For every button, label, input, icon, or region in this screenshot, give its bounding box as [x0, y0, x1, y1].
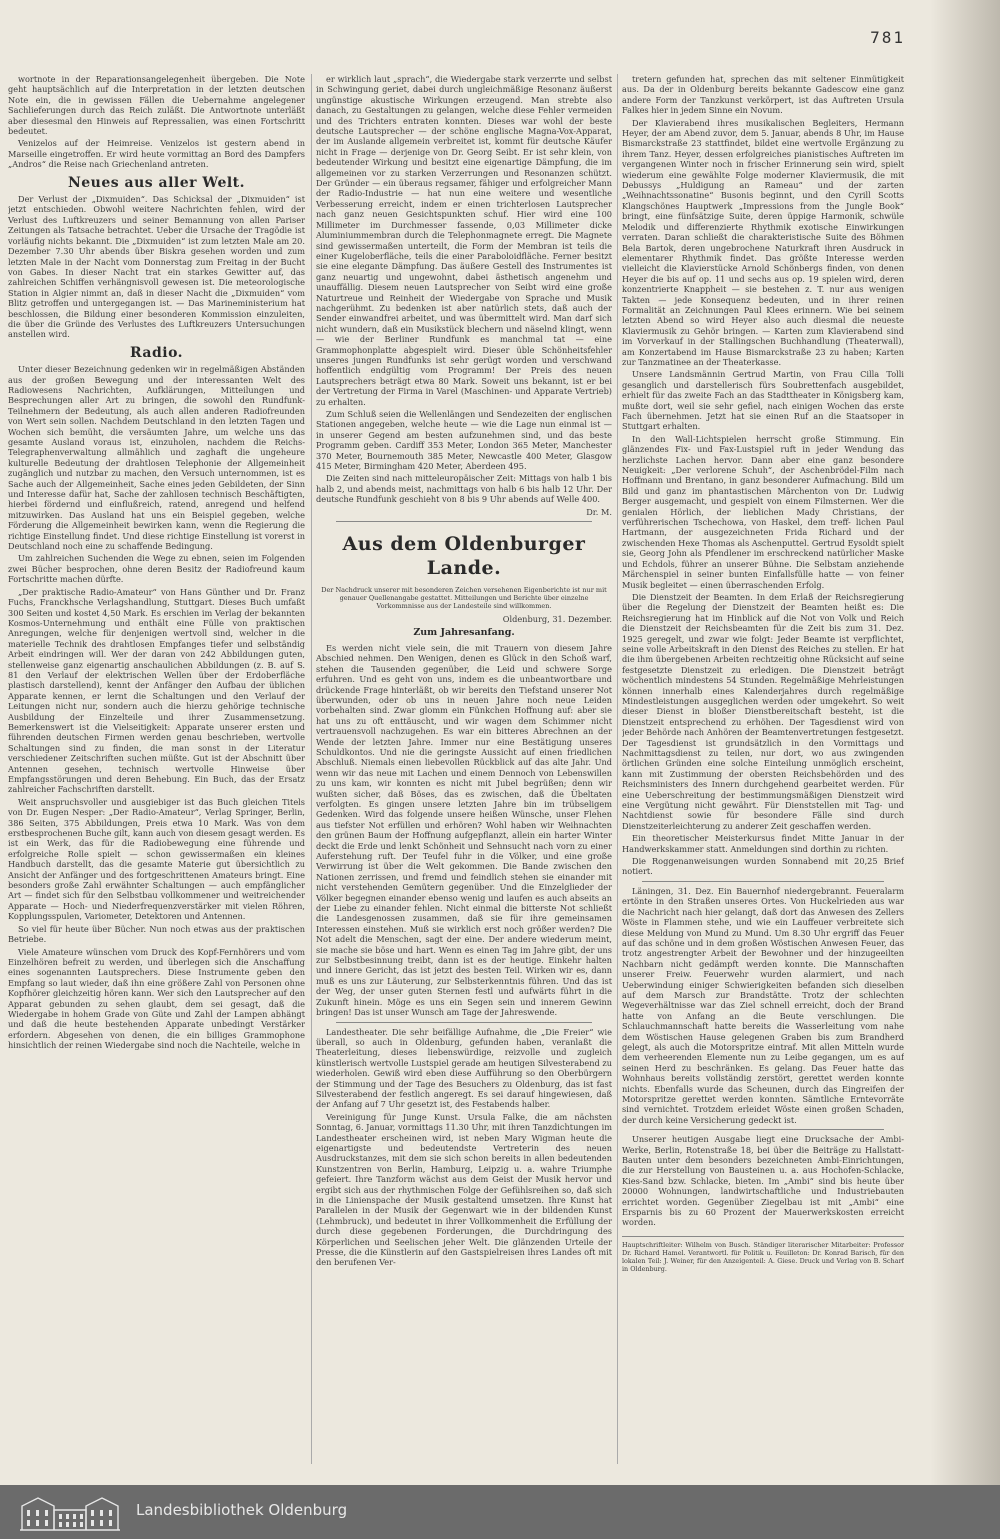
divider — [642, 1129, 884, 1130]
article-radio-practice: So viel für heute über Bücher. Nun noch etwas aus der praktischen Betriebe. — [8, 923, 305, 945]
article-jahresanfang: Es werden nicht viele sein, die mit Trauern von diesem Jahre Abschied nehmen. Den Wenigen, denen es Glück in den Schoß warf, stehen die Tausenden gegenüber, die Leid und schwere Sorge erfuhren. Und es geht von uns, indem es die unbeantwortbare und drückende Frage hinterläßt, ob wir bereits den Tiefstand unserer Not überwunden, oder ob uns in neuen Jahre noch neue Leiden vorbehalten sind. Zwar glomm ein Fünkchen Hoffnung auf: aber sie hat uns zu oft enttäuscht, und wir wagen dem Schimmer nicht vertrauensvoll nachzugehen. Es war ein bitteres Abrechnen an der Wende der letzten Jahre. Immer nur eine Bestätigung unseres Schuldkontos. Und nie die geringste Aussicht auf einen friedlichen Abschluß. Niemals einen liebevollen Rückblick auf das alte Jahr. Und wenn wir das neue mit Lachen und einem Dennoch von Lebenswillen zu uns kam, wir konnten es nicht mit Jubel begrüßen; denn wir wußten sicher, daß Böses, das es zwischen, daß die Übeltaten verfolgten. Es gingen unsere letzten Jahre bin im trübseligem Gedenken. Wird das folgende unsere heißen Wünsche, unser Flehen aus tiefster Not erfüllen und erhören? Wohl haben wir Weihnachten den grünen Baum der Hoffnung aufgepflanzt, allein ein harter Winter deckt die Erde und lenkt Schönheit und Sehnsucht nach vorn zu einer Auferstehung ruft. Der Teufel fuhr in die Völker, und eine große Verwirrung ist über die Welt gekommen. Die Bande zwischen den Nationen zerrissen, und fremd und feindlich stehen sie einander mit nicht verstehenden Gemütern gegenüber. Und die Einzelglieder der Völker begegnen einander ebenso wenig und laufen es auch abseits an der Liebe zu einander fehlen. Nicht einmal die bitterste Not schließt die Landesgenossen zusammen, daß sie für ihre gemeinsamen Interessen einstehen. Muß sie wirklich erst noch größer werden? Die Not adelt die Menschen, sagt der eine. Der andere wiederum meint, sie mache sie böse und hart. Wenn es einen Tag im Jahre gibt, der uns zur Selbstbesinnung treibt, dann ist es der heutige. Einkehr halten und innere Gericht, das ist jetzt des besten Teil. Wirken wir es, dann muß es uns zur Läuterung, zur Selbsterkenntnis führen. Und das ist der Weg, der unser guten Sternen festl und aufwärts führt in die Zukunft hinein. Möge es uns ein Segen sein und innerem Gewinn bringen! Das ist unser Wunsch am Tage der Jahreswende. — [316, 642, 612, 1018]
article-signature: Dr. M. — [586, 506, 612, 517]
library-building-logo-icon — [18, 1492, 122, 1532]
article-landestheater: Landestheater. Die sehr beifällige Aufnahme, die „Die Freier“ wie überall, so auch in Oldenburg, gefunden haben, veranlaßt die Theaterleitung, dieses liebenswürdige, reizvolle und zugleich künstlerisch wertvolle Lustspiel gerade am heutigen Silvesterabend zu wiederholen. Gewiß wird eben diese Aufführung so den Oberbürgern der Stimmung und der Tage des Besuchers zu Oldenburg, das ist fast Silvesterabend der festlich angeregt. Es sei darauf hingewiesen, daß der Anfang auf 7 Uhr gesetzt ist, des Festabends halber. — [316, 1026, 612, 1110]
section-heading-oldenburg: Aus dem Oldenburger Lande. — [342, 533, 586, 580]
footer-bar — [0, 1485, 1000, 1539]
article-reparation: wortnote in der Reparationsangelegenheit übergeben. Die Note geht hauptsächlich auf die Interpretation in der letzten deutschen Note ein, die in gewissen Fällen die Uebernahme angelegener Sachlieferungen durch das Reich zuläßt. Die Antwortnote unterläßt aber diesesmal den Hinweis auf Repressalien, was einen Fortschritt bedeutet. — [8, 74, 305, 137]
column-divider — [311, 74, 312, 1464]
page-edge-shadow — [930, 0, 1000, 1485]
article-junge-kunst: Vereinigung für Junge Kunst. Ursula Falke, die am nächsten Sonntag, 6. Januar, vormittags 11.30 Uhr, mit ihren Tanzdichtungen im Landestheater erscheinen wird, ist neben Mary Wigman heute die eigenartigste und bedeutendste Vertreterin des neuen Ausdruckstanzes, mit dem sie sich schon bereits in allen bedeutenden Kunstzentren von Berlin, Hamburg, Leipzig u. a. wahre Triumphe gefeiert. Ihre Tanzform wächst aus dem Geist der Musik hervor und ergibt sich aus der rhythmischen Folge der Gefühlsreihen so, daß sich in die Linienspache der Musik gestaltend umsetzen. Ihre Kunst hat Parallelen in der Musik der Gegenwart wie in der bildenden Kunst (Lehmbruck), und bedeutet in ihrer Vollkommenheit die Erfüllung der durch diese gegebenen Forderungen, die Durchdringung des Körperlichen und Seelischen jeher Welt. Die glänzenden Urteile der Presse, die die Künstlerin auf den Gastspielreisen ihres Landes oft mit den berufenen Ver- — [316, 1111, 612, 1268]
article-radio-intro: Unter dieser Bezeichnung gedenken wir in regelmäßigen Abständen aus der großen Bewegung und der interessanten Welt des Radiowesens Nachrichten, Aufklärungen, Mitteilungen und Besprechungen aller Art zu bringen, die sowohl den Rundfunk-Teilnehmern der Bedeutung, als auch allen anderen Radiofreunden von Wert sein sollen. Nachdem Deutschland in den letzten Tagen und Wochen sich bemüht, die versäumten Jahre, um welche uns das gesamte Ausland voraus ist, einzuholen, nachdem die Reichs-Telegraphenverwaltung allmählich und zaghaft die ungeheure kulturelle Bedeutung der drahtlosen Telephonie der Allgemeinheit zugänglich und nutzbar zu machen, den Versuch unternommen, ist es Sache auch der Allgemeinheit, Sache eines jeden Gebildeten, der Sinn und Interesse dafür hat, Sache der zahllosen technisch Beschäftigten, hierbei fördernd und einflußreich, ratend, anregend und helfend mitzuwirken. Das Ausland hat uns ein Beispiel gegeben, welche Förderung die Allgemeinheit bewirken kann, wenn die Regierung die richtige Einstellung findet. Und diese richtige Einstellung ist vorerst in Deutschland noch eine zu schaffende Bedingung. — [8, 364, 305, 552]
divider — [336, 521, 592, 522]
section-heading-neues: Neues aus aller Welt. — [67, 174, 246, 191]
article-venizelos: Venizelos auf der Heimreise. Venizelos ist gestern abend in Marseille eingetroffen. Er wird heute vormittag an Bord des Dampfers „Andros“ die Reise nach Griechenland antreten. — [8, 138, 305, 170]
article-falke-continued: tretern gefunden hat, sprechen das mit seltener Einmütigkeit aus. Da der in Oldenburg bereits bekannte Gadescow eine ganz andere Form der Tanzkunst verkörpert, ist das Auftreten Ursula Falkes hier in jedem Sinne ein Novum. — [622, 74, 904, 116]
column-3 — [622, 74, 904, 1459]
article-dienstzeit: Die Dienstzeit der Beamten. In dem Erlaß der Reichsregierung über die Regelung der Dienstzeit der Beamten heißt es: Die Reichsregierung hat im Hinblick auf die Not von Volk und Reich die Dienstzeit der Reichsbeamten für die Zeit bis zum 31. Dez. 1925 geregelt, und zwar wie folgt: Jeder Beamte ist verpflichtet, seine volle Arbeitskraft in den Dienst des Reiches zu stellen. Er hat die ihm übergebenen Arbeiten rechtzeitig ohne Rücksicht auf seine festgesetzte Dienstzeit zu erledigen. Die Dienstzeit beträgt wöchentlich mindestens 54 Stunden. Regelmäßige Mehrleistungen können innerhalb eines Kalenderjahres durch regelmäßige Mindestleistungen ausgeglichen werden oder umgekehrt. So weit dieser Dienst in bloßer Dienstbereitschaft besteht, ist die Dienstzeit entsprechend zu erhöhen. Der Tagesdienst wird von jeder Behörde nach Anhören der Beamtenvertretungen festgesetzt. Der Tagesdienst ist grundsätzlich in den Vormittags und Nachmittagsdienst zu teilen, nur dort, wo aus zwingenden örtlichen Gründen eine solche Einteilung unmöglich erscheint, kann mit Zustimmung der obersten Reichsbehörden und des Reichsministers des Innern durchgehend gearbeitet werden. Für eine Ueberschreitung der bestimmungsmäßigen Dienstzeit wird eine Vergütung nicht gewährt. Für Dienststellen mit Tag- und Nachtdienst sowie für besondere Fälle sind durch Dienstzeiterleichterung zu anderer Zeit geschaffen werden. — [622, 591, 904, 831]
section-heading-radio: Radio. — [129, 344, 184, 361]
article-radio-book-2: Weit anspruchsvoller und ausgiebiger ist das Buch gleichen Titels von Dr. Eugen Nesper: „Der Radio-Amateur“, Verlag Springer, Berlin, 386 Seiten, 375 Abbildungen, Preis etwa 10 Mark. Was von dem erstbesprochenen Buche gilt, kann auch von diesem gesagt werden. Es ist ein Werk, das für die Radiobewegung eine führende und erfolgreiche Rolle spielt — schon gewissermaßen ein kleines Handbuch darstellt, das die gesamte Materie gut übersichtlich zu Ansicht der Anfänger und des fortgeschrittenen Amateurs bringt. Eine besonders große Zahl erwähnter Schaltungen — auch empfänglicher Art — findet sich für den Selbstbau vollkommener und weitreichender Apparate — Hoch- und Niederfrequenzverstärker mit vielen Röhren, Kopplungsspulen, Variometer, Detektoren und Antennen. — [8, 796, 305, 922]
article-radio-books: Um zahlreichen Suchenden die Wege zu ebnen, seien im Folgenden zwei Bücher besprochen, ohne deren Besitz der Radiofreund kaum Fortschritte machen dürfte. — [8, 553, 305, 585]
article-roggen: Die Roggenanweisungen wurden Sonnabend mit 20,25 Brief notiert. — [622, 856, 904, 877]
divider — [642, 881, 884, 882]
column-2 — [316, 74, 612, 1459]
article-laeningen: Läningen, 31. Dez. Ein Bauernhof niedergebrannt. Feueralarm ertönte in den Straßen unseres Ortes. Von Huckelrieden aus war die Nachricht nach hier gelangt, daß dort das Anwesen des Zellers Wöste in Flammen stehe, und wie ein Lauffeuer verbreitete sich diese Meldung von Mund zu Mund. Um 8.30 Uhr ergriff das Feuer auf das schöne und in dem großen Wöstischen Anwesen Feuer, das trotz angestrengter Arbeit der Bewohner und der hinzugeeilten Nachbarn nicht gedämpft werden konnte. Die Mannschaften unserer Freiw. Feuerwehr wurden alarmiert, und nach Ueberwindung einiger Schwierigkeiten befanden sich dieselben auf dem Marsch zur Brandstätte. Trotz der schlechten Wegeverhältnisse war das Ziel schnell erreicht, doch der Brand hatte von Anfang an die Beute verschlungen. Die Schlauchmannschaft hatte bereits die Wasserleitung vom nahe dem Wöstischen Hause gelegenen Graben bis zum Brandherd gelegt, als auch die Motorspritze eintraf. Mit allen Mitteln wurde dem verheerenden Elemente nun zu Leibe gegangen, um es auf seinen Herd zu beschränken. Es gelang. Das Feuer hatte das Wohnhaus bereits vollständig zerstört, gerettet werden konnte nichts. Ebenfalls wurde das Scheunen, durch das Eingreifen der Motorspritze gerettet werden konnten. Sämtliche Erntevorräte sind vernichtet. Trotzdem erleidet Wöste einen großen Schaden, der durch keine Versicherung gedeckt ist. — [622, 885, 904, 1125]
article-landsmaennin: Unsere Landsmännin Gertrud Martin, von Frau Cilla Tolli gesanglich und darstellerisch fürs Soubrettenfach ausgebildet, erhielt für das zweite Fach an das Stadttheater in Königsberg kam, mußte dort, weil sie sehr gefiel, nach einigen Wochen das erste Fach übernehmen. Jetzt hat sie einen Ruf an die Staatsoper in Stuttgart erhalten. — [622, 369, 904, 432]
article-heading-jahresanfang: Zum Jahresanfang. — [413, 627, 515, 639]
article-radio-stations: Zum Schluß seien die Wellenlängen und Sendezeiten der englischen Stationen angegeben, welche heute — wie die Lage nun einmal ist — in unserer Gegend am besten aufzunehmen sind, und das beste Programm geben. Cardiff 353 Meter, London 365 Meter, Manchester 370 Meter, Bournemouth 385 Meter, Newcastle 400 Meter, Glasgow 415 Meter, Birmingham 420 Meter, Aberdeen 495. — [316, 409, 612, 472]
section-subheading: Der Nachdruck unserer mit besonderen Zeichen versehenen Eigenberichte ist nur mit genauer Quellenangabe gestattet. Mitteilungen und Berichte über einzelne Vorkommnisse aus der Landesteile sind willkommen. — [321, 586, 607, 611]
dateline: Oldenburg, 31. Dezember. — [502, 614, 612, 625]
divider — [336, 1022, 592, 1023]
article-meisterkurs: Ein theoretischer Meisterkursus findet Mitte Januar in der Handwerkskammer statt. Anmeldungen sind dorthin zu richten. — [622, 833, 904, 854]
article-wall-lichtspiele: In den Wall-Lichtspielen herrscht große Stimmung. Ein glänzendes Fix- und Fax-Lustspiel ruft in jeder Wendung das herzlichste Lachen hervor. Dann aber eine ganz besondere Neuigkeit: „Der verlorene Schuh“, der Aschenbrödel-Film nach Hoffmann und Brentano, in ganz besonderer Aufmachung. Bild um Bild und ganz im phantastischen Märchenton von Dr. Ludwig Berger ausgemacht, und gespielt von einem Filmsternen. Wer die genialen Hörlich, der lieblichen Mady Christians, der verführerischen Tschechowa, von Haskel, dem treff- lichen Paul Hartmann, der ausgezeichneten Frida Richard und der zwischenden Hexe Thomas als Aschenputtel. Gertrud Eysoldt spielt sie, Georg John als Pfendlener im erschreckend natürlicher Maske und Echdols, führer an unserer Bühne. Die Selbstam anziehende Märchenspiel in seiner bunten Einfallsfülle hatte — von feiner Musik begleitet — einen überraschenden Erfolg. — [622, 433, 904, 590]
article-radio-continued: er wirklich laut „sprach“, die Wiedergabe stark verzerrte und selbst in Schwingung geriet, dabei durch ungleichmäßige Resonanz äußerst ungünstige akustische Wirkungen erzeugend. Man strebte also danach, zu Gestaltungen zu gelangen, welche diese Fehler vermeiden und des Trichters entraten konnten. Dieses war wohl der beste deutsche Lautsprecher — der schöne englische Magna-Vox-Apparat, der im Auslande allgemein verbreitet ist, kommt für deutsche Käufer nicht in Frage — derjenige von Dr. Georg Seibt. Er ist sehr klein, von bedeutender Wirkung und besitzt eine eigenartige Dämpfung, die im allgemeinen vor zu starken Verzerrungen und Resonanzen schützt. Der Gründer — ein überaus regsamer, fähiger und erfolgreicher Mann der Radio-Industrie — hat nun eine weitere und wesentliche Verbesserung erreicht, indem er einen trichterlosen Lautsprecher nach ganz neuen Gesichtspunkten schuf. Hier wird eine 100 Millimeter im Durchmesser fassende, 0,03 Millimeter dicke Aluminiummembran durch die Telephonmagnete erregt. Die Magnete sind gewissermaßen unterteilt, die Form der Membran ist teils die einer Kugeloberfläche, teils die einer Paraboloidfläche. Ferner besitzt sie eine elegante Dämpfung. Das äußere Gestell des Instrumentes ist ganz neuartig und ungewohnt, dabei ästhetisch angenehm und unauffällig. Diesem neuen Lautsprecher von Seibt wird eine große Naturtreue und Reinheit der Wiedergabe von Sprache und Musik nachgerühmt. Zu bedenken ist aber natürlich stets, daß auch der Sender einwandfrei arbeitet, und was übermittelt wird. Man darf sich nicht wundern, daß ein Musikstück blechern und näselnd klingt, wenn — wie der Berliner Rundfunk es manchmal tat — eine Grammophonplatte abgespielt wird. Dieser üble Schönheitsfehler unseres jungen Rundfunks ist sehr gerügt worden und verschwand hoffentlich endgültig vom Programm! Der Preis des neuen Lautsprechers beträgt etwa 80 Mark. Soweit uns bekannt, ist er bei der Vertretung der Firma in Varel (Maschinen- und Apparate Vertrieb) zu erhalten. — [316, 74, 612, 407]
footer-library-name: Landesbibliothek Oldenburg — [136, 1501, 348, 1519]
imprint: Hauptschriftleiter: Wilhelm von Busch. Ständiger literarischer Mitarbeiter: Professor Dr. Richard Hamel. Verantwortl. für Politik u. Feuilleton: Dr. Konrad Barisch, für den lokalen Teil: J. Weiner, für den Anzeigenteil: A. Giese. Druck und Verlag von B. Scharf in Oldenburg. — [622, 1236, 904, 1273]
article-beilage: Unserer heutigen Ausgabe liegt eine Drucksache der Ambi-Werke, Berlin, Rotenstraße 18, bei über die Beiträge zu Hallstatt-Bauten unter dem besonders bezeichneten Ambi-Einrichtungen, die zur Herstellung von Bausteinen u. a. aus Hochofen-Schlacke, Kies-Sand bzw. Schlacke, bieten. Im „Ambi“ sind bis heute über 20000 Wohnungen, landwirtschaftliche und Industriebauten errichtet worden. Gegenüber Ziegelbau ist mit „Ambi“ eine Ersparnis bis zu 60 Prozent der Mauerwerkskosten erreicht worden. — [622, 1134, 904, 1228]
article-radio-loudspeaker: Viele Amateure wünschen vom Druck des Kopf-Fernhörers und vom Einzelhören befreit zu werden, und überlegen sich die Anschaffung eines sogenannten Lautsprechers. Diese Instrumente geben den Empfang so laut wieder, daß ihn eine größere Zahl von Personen ohne Kopfhörer gleichzeitig hören kann. Wer sich den Lautsprecher auf den Apparat gebunden zu sehen glaubt, dem sei gesagt, daß die Wiedergabe in hohem Grade von Güte und Zahl der Lampen abhängt und daß die heute bestehenden Apparate unbedingt Verstärker erfordern. Abgesehen von denen, die ein billiges Grammophone hinsichtlich der reinen Wiedergabe sind noch die Nachteile, welche in — [8, 946, 305, 1051]
article-dixmuiden: Der Verlust der „Dixmuiden“. Das Schicksal der „Dixmuiden“ ist jetzt entschieden. Obwohl weitere Nachrichten fehlen, wird der Verlust des Luftkreuzers und seiner Bemannung von allen Pariser Zeitungen als Tatsache betrachtet. Ueber die Ursache der Tragödie ist vorläufig nichts bekannt. Die „Dixmuiden“ ist zum letzten Male am 20. Dezember 7.30 Uhr abends über Biskra gesehen worden und zum letzten Male in der Nacht vom Donnerstag zum Freitag in der Bucht von Gabes. In dieser Nacht trat ein starkes Gewitter auf, das zahlreichen Schiffen verhängnisvoll gewesen ist. Die meteorologische Station in Algier nimmt an, daß in dieser Nacht die „Dixmuiden“ vom Blitz getroffen und untergegangen ist. — Das Marineministerium hat beschlossen, die Bildung einer besonderen Kommission einzuleiten, die über die Gründe des Verlustes des Luftkreuzers Untersuchungen anstellen wird. — [8, 194, 305, 340]
article-radio-book-1: „Der praktische Radio-Amateur“ von Hans Günther und Dr. Franz Fuchs, Franckhsche Verlagshandlung, Stuttgart. Dieses Buch umfaßt 300 Seiten und kostet 4,50 Mark. Es erschien im Verlag der bekannten Kosmos-Unternehmung und enthält eine Fülle von praktischen Anregungen, welche für denjenigen wertvoll sind, welcher in die materielle Technik des drahtlosen Empfanges tiefer und selbständig Arbeit eindringen will. Wer der daran von 242 Abbildungen guten, stellenweise ganz eigenartig anschaulichen Abbildungen (z. B. auf S. 81 den Verlauf der elektrischen Wellen über der Erdoberfläche plastisch darstellend), kennt der Anfänger den Aufbau der üblichen Apparate kennen, er lernt die Schaltungen und den Verlauf der Leitungen nicht nur, sondern auch die hierzu gehörige technische Ausbildung der Einzelteile und ihrer Zusammensetzung. Bemerkenswert ist die Vielseitigkeit: Apparate unserer ersten und führenden deutschen Firmen werden genau beschrieben, wertvolle Schaltungen sind zu finden, die man sonst in der Literatur verschiedener Zeitschriften suchen müßte. Gut ist der Abschnitt über Antennen gesehen, technisch wertvolle Hinweise über Empfangsstörungen und deren Behebung. Ein Buch, das der Ersatz zahlreicher Fachschriften darstellt. — [8, 586, 305, 795]
article-radio-times: Die Zeiten sind nach mitteleuropäischer Zeit: Mittags von halb 1 bis halb 2, und abends meist, nachmittags von halb 6 bis halb 12 Uhr. Der deutsche Rundfunk geschieht von 8 bis 9 Uhr abends auf Welle 400. — [316, 473, 612, 505]
column-divider — [617, 74, 618, 1464]
article-klavierabend: Der Klavierabend ihres musikalischen Begleiters, Hermann Heyer, der am Abend zuvor, dem 5. Januar, abends 8 Uhr, im Hause Bismarckstraße 23 stattfindet, bildet eine wertvolle Ergänzung zu ihrem Tanz. Heyer, dessen erfolgreiches pianistisches Auftreten im vergangenen Winter noch in frischer Erinnerung sein wird, spielt wiederum eine gewählte Folge moderner Klaviermusik, die mit Debussys „Huldigung an Rameau“ und der zarten „Weihnachtssonatine“ Busonis beginnt, und den Cyrill Scotts Klangschönes Hauptwerk „Impressions from the Jungle Book“ bringt, eine fünfsätzige Suite, deren üppige Harmonik, schwüle Melodik und differenzierte Rhythmik exotische Einwirkungen verraten. Daran schließt die charakteristische Suite des Böhmen Bela Bartok, deren ungebrochene Naturkraft ihren Ausdruck in elementarer Rhythmik findet. Das größte Interesse werden vielleicht die Klavierstücke Arnold Schönbergs finden, von denen Heyer die bis auf op. 11 und sechs aus op. 19 spielen wird, deren konzentrierte Knappheit — sie bestehen z. T. nur aus wenigen Takten — jede Konsequenz bedeuten, und in ihrer reinen Formalität an Zeichnungen Paul Klees erinnern. Wie bei seinem letzten Abend so wird Heyer also auch diesmal die neueste Klaviermusik zu Gehör bringen. — Karten zum Klavierabend sind im Vorverkauf in der Stallingschen Buchhandlung (Theaterwall), am Konzertabend im Hause Bismarckstraße 23 zu haben; Karten zur Tanzmatinee an der Theaterkasse. — [622, 117, 904, 367]
column-1 — [8, 74, 305, 1459]
page-number: 781 — [870, 28, 905, 47]
